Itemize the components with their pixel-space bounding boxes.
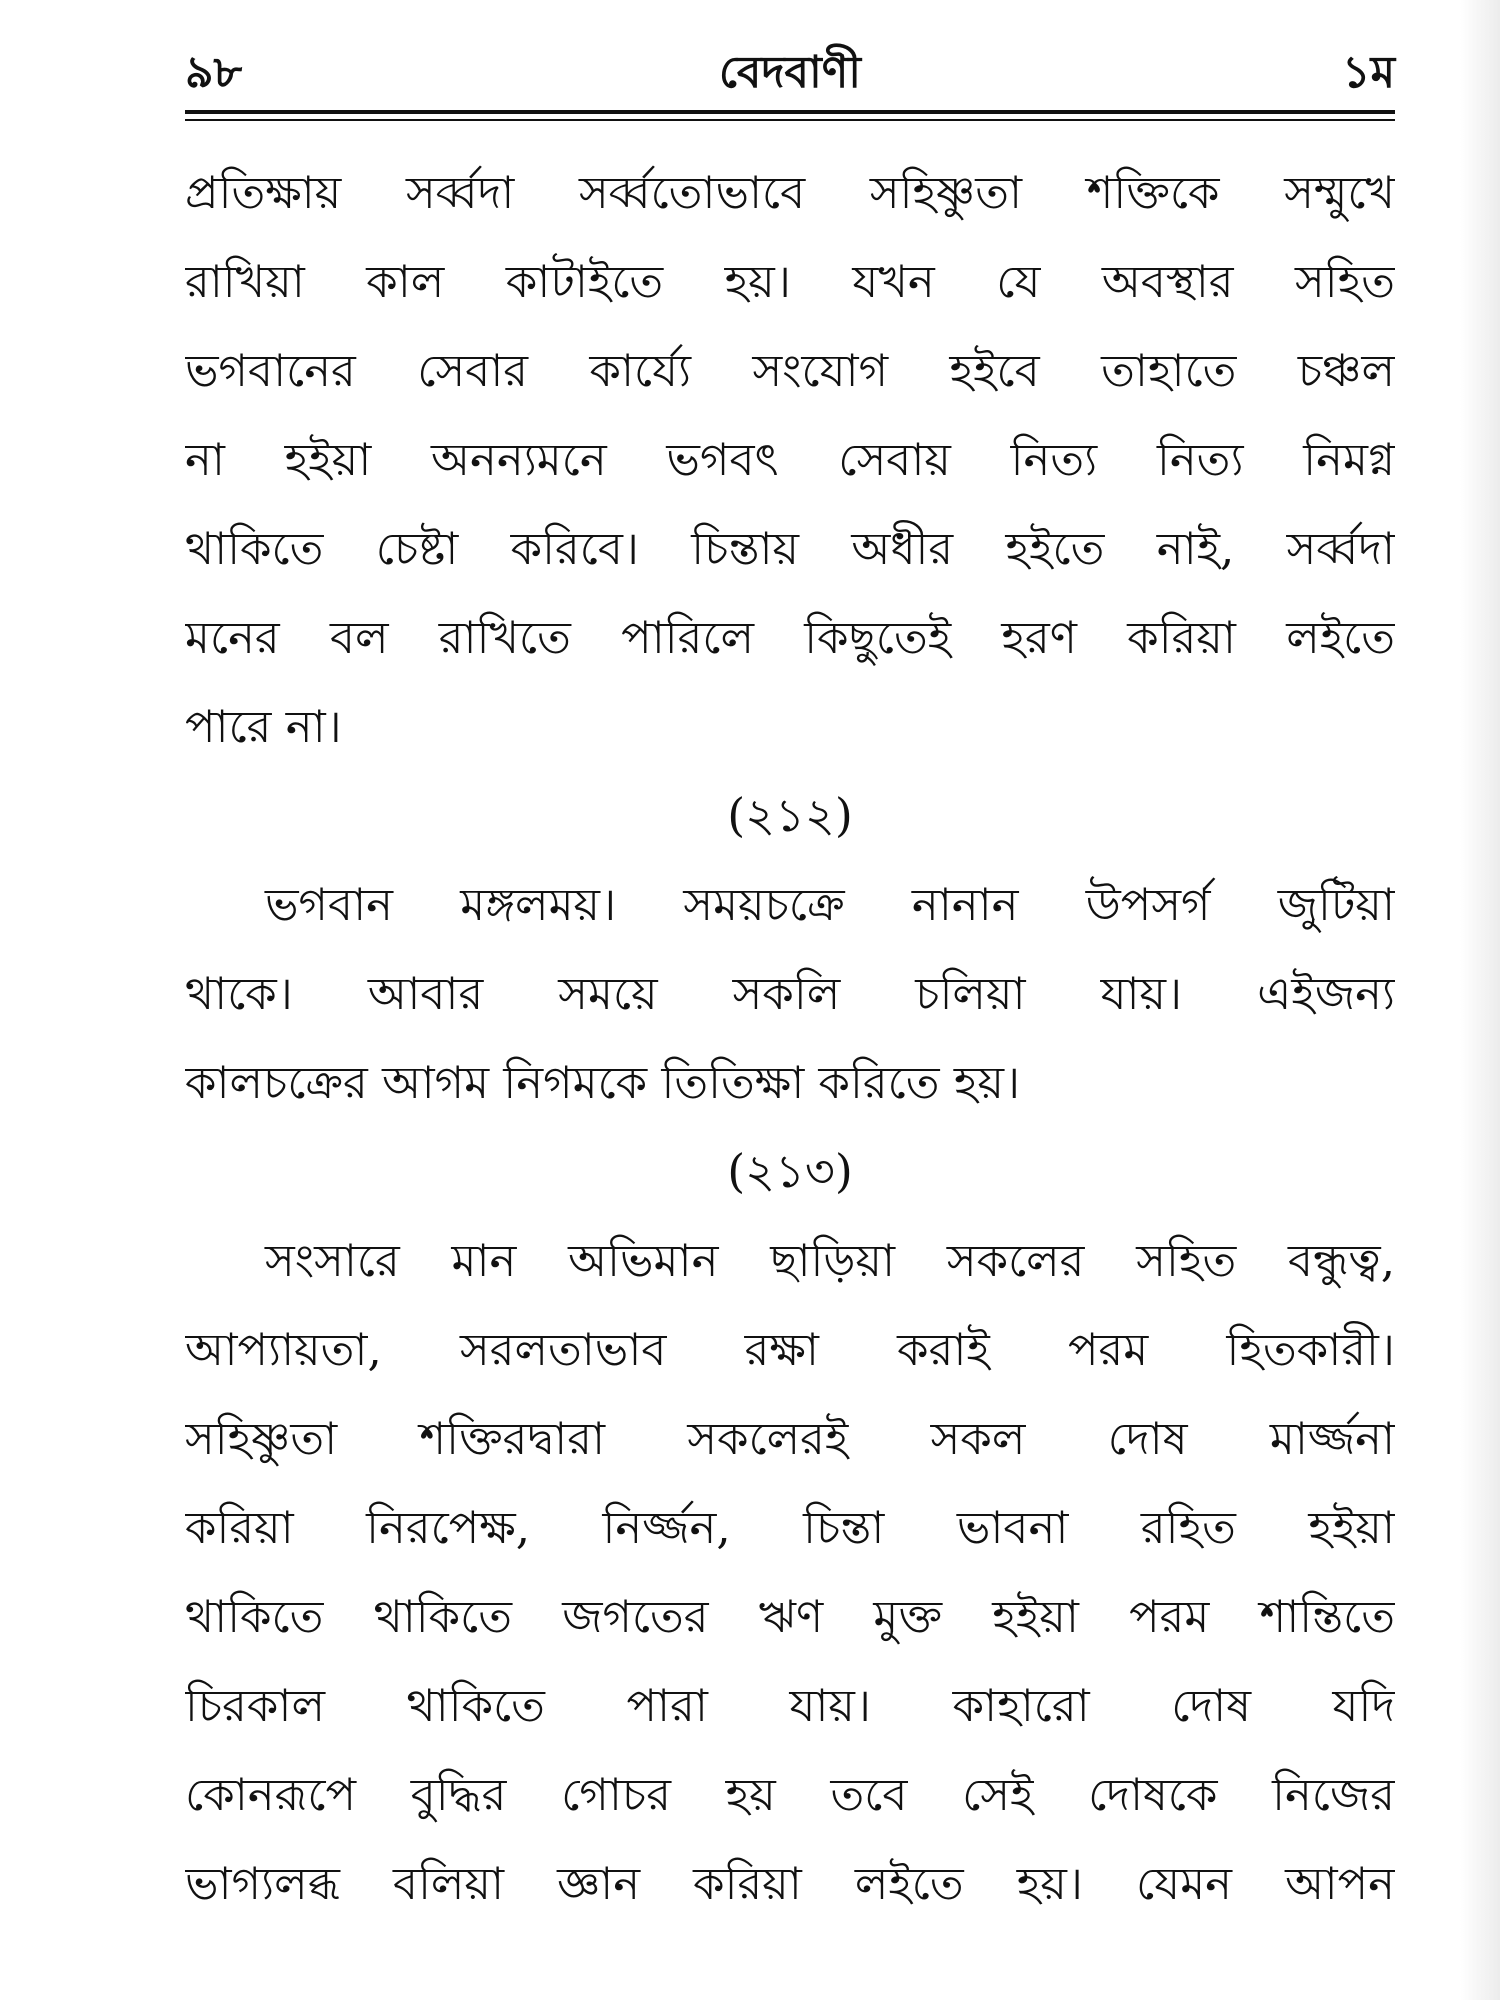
page-gutter-shadow — [1460, 0, 1500, 2000]
text-line: সংসারে মান অভিমান ছাড়িয়া সকলের সহিত বন্ধুত্ব, — [265, 1234, 1395, 1287]
text-line: প্রতিক্ষায় সর্ব্বদা সর্ব্বতোভাবে সহিষ্ণুতা শক্তিকে সম্মুখে — [185, 166, 1395, 219]
header-rule-thin — [185, 119, 1395, 121]
text-line: না হইয়া অনন্যমনে ভগবৎ সেবায় নিত্য নিত্য নিমগ্ন — [185, 433, 1395, 486]
text-line: কোনরূপে বুদ্ধির গোচর হয় তবে সেই দোষকে নিজের — [185, 1768, 1395, 1821]
text-line: থাকিতে চেষ্টা করিবে। চিন্তায় অধীর হইতে নাই, সর্ব্বদা — [185, 522, 1395, 575]
text-line: সহিষ্ণুতা শক্তিরদ্বারা সকলেরই সকল দোষ মার্জ্জনা — [185, 1412, 1395, 1465]
page-number: ৯৮ — [185, 47, 243, 98]
text-line: ভাগ্যলব্ধ বলিয়া জ্ঞান করিয়া লইতে হয়। যেমন আপন — [185, 1857, 1395, 1910]
text-line: ভগবান মঙ্গলময়। সময়চক্রে নানান উপসর্গ জুটিয়া — [265, 878, 1395, 931]
text-line: কালচক্রের আগম নিগমকে তিতিক্ষা করিতে হয়। — [185, 1056, 1021, 1109]
text-line: আপ্যায়তা, সরলতাভাব রক্ষা করাই পরম হিতকারী। — [185, 1323, 1395, 1376]
page-header — [185, 38, 1395, 108]
section-213-paragraph — [185, 1216, 1395, 1928]
text-line: মনের বল রাখিতে পারিলে কিছুতেই হরণ করিয়া লইতে — [185, 611, 1395, 664]
text-line: চিরকাল থাকিতে পারা যায়। কাহারো দোষ যদি — [185, 1679, 1395, 1732]
body-text — [185, 148, 1395, 1928]
chapter-mark: ১ম — [1342, 47, 1395, 98]
section-212-paragraph — [185, 860, 1395, 1127]
text-line: রাখিয়া কাল কাটাইতে হয়। যখন যে অবস্থার সহিত — [185, 255, 1395, 308]
text-line: থাকিতে থাকিতে জগতের ঋণ মুক্ত হইয়া পরম শান্তিতে — [185, 1590, 1395, 1643]
section-number-212: (২১২) — [727, 788, 853, 842]
header-rule-thick — [185, 110, 1395, 114]
running-title: বেদবাণী — [719, 47, 861, 98]
continuation-paragraph — [185, 148, 1395, 771]
text-line: ভগবানের সেবার কার্য্যে সংযোগ হইবে তাহাতে চঞ্চল — [185, 344, 1395, 397]
section-number-213: (২১৩) — [727, 1144, 853, 1198]
text-line: থাকে। আবার সময়ে সকলি চলিয়া যায়। এইজন্য — [185, 967, 1395, 1020]
text-line: করিয়া নিরপেক্ষ, নির্জ্জন, চিন্তা ভাবনা রহিত হইয়া — [185, 1501, 1395, 1554]
text-line: পারে না। — [185, 700, 342, 753]
